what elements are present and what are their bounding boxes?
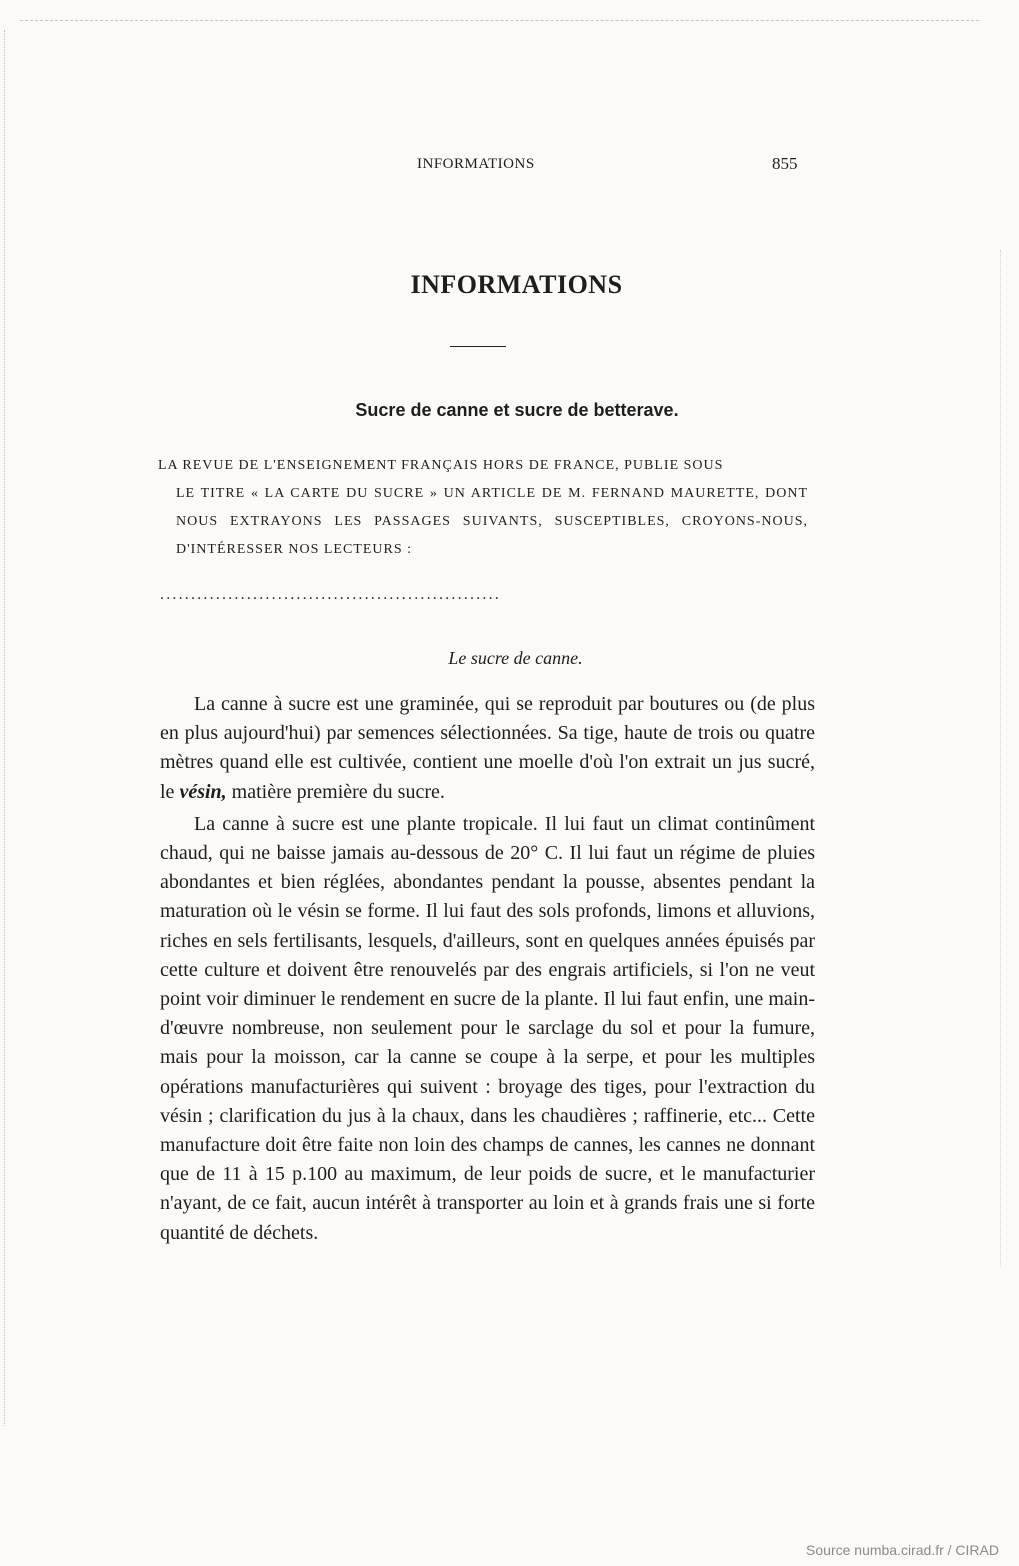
- source-credit: Source numba.cirad.fr / CIRAD: [806, 1542, 999, 1558]
- paragraph-2: La canne à sucre est une plante tropicale. Il lui faut un climat continûment chaud, qui ne baisse jamais au-dessous de 20° C. Il lui faut un régime de pluies abondantes et bien réglées, abondantes pendant la pousse, absentes pendant la maturation où le vésin se forme. Il lui faut des sols profonds, limons et alluvions, riches en sels fertilisants, lesquels, d'ailleurs, sont en quelques années épuisés par cette culture et doivent être renouvelés par des engrais artificiels, si l'on ne veut point voir diminuer le rendement en sucre de la plante. Il lui faut enfin, une main-d'œuvre nombreuse, non seulement pour le sarclage du sol et pour la fumure, mais pour la moisson, car la canne se coupe à la serpe, et pour les multiples opérations manufacturières qui suivent : broyage des tiges, pour l'extraction du vésin ; clarification du jus à la chaux, dans les chaudières ; raffinerie, etc... Cette manufacture doit être faite non loin des champs de cannes, les cannes ne donnant que de 11 à 15 p.100 au maximum, de leur poids de sucre, et le manufacturier n'ayant, de ce fait, aucun intérêt à transporter au loin et à grands frais une si forte quantité de déchets.: [160, 812, 815, 1244]
- scan-edge-left: [4, 30, 5, 1426]
- intro-first-line: LA REVUE DE L'ENSEIGNEMENT FRANÇAIS HORS DE FRANCE, PUBLIE SOUS: [158, 458, 724, 473]
- running-head: [0, 156, 1019, 176]
- title-rule: [450, 346, 506, 347]
- running-title: INFORMATIONS: [417, 156, 535, 172]
- intro-continuation: LE TITRE « LA CARTE DU SUCRE » UN ARTICLE DE M. FERNAND MAURETTE, DONT NOUS EXTRAYONS LES PASSAGES SUIVANTS, SUSCEPTIBLES, CROYONS-NOUS, D'INTÉRESSER NOS LECTEURS :: [176, 486, 808, 557]
- page-title: INFORMATIONS: [410, 270, 623, 299]
- intro-paragraph: [158, 452, 808, 564]
- paragraph-1-end: matière première du sucre.: [226, 780, 445, 803]
- paragraph-1-term: vésin,: [179, 780, 227, 803]
- scan-edge-top: [20, 20, 979, 21]
- article-subtitle: Sucre de canne et sucre de betterave.: [355, 400, 679, 420]
- page-number: 855: [772, 154, 798, 173]
- body-text: [160, 690, 815, 1251]
- paragraph-1: [160, 690, 815, 807]
- ellipsis-divider: .......................................................: [160, 586, 501, 603]
- section-title: Le sucre de canne.: [448, 648, 583, 668]
- paragraph-1-text: La canne à sucre est une graminée, qui se reproduit par boutures ou (de plus en plus aujourd'hui) par semences sélectionnées. Sa tige, haute de trois ou quatre mètres quand elle est cultivée, contient une moelle d'où l'on extrait un jus sucré, le: [160, 693, 815, 803]
